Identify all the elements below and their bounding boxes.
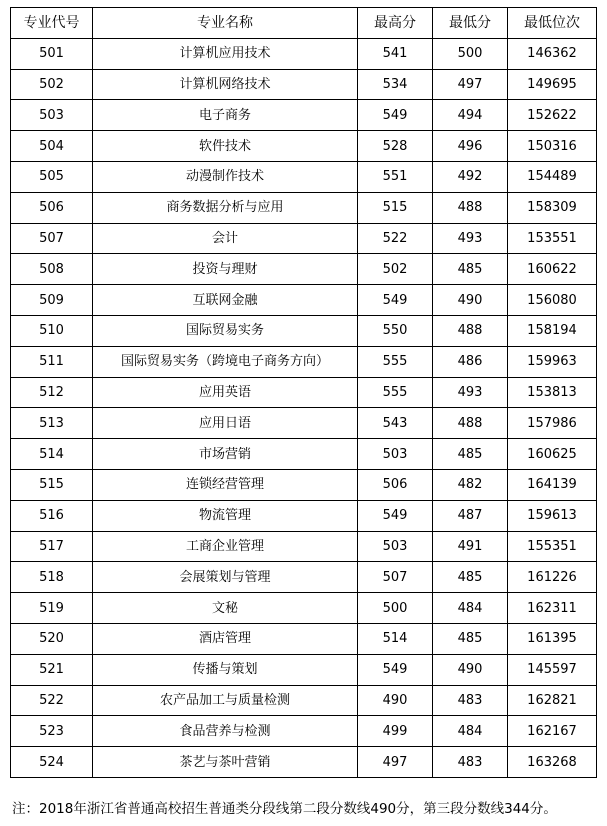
- header-max-score: 最高分: [358, 8, 433, 39]
- major-name-cell: 文秘: [93, 593, 358, 624]
- major-code-cell: 508: [11, 254, 93, 285]
- table-row: [11, 69, 597, 100]
- major-code-cell: 506: [11, 192, 93, 223]
- min-score-cell: 491: [433, 531, 508, 562]
- table-row: [11, 654, 597, 685]
- major-name-cell: 国际贸易实务（跨境电子商务方向）: [93, 346, 358, 377]
- min-score-cell: 488: [433, 192, 508, 223]
- table-row: [11, 38, 597, 69]
- table-row: [11, 192, 597, 223]
- min-rank-cell: 156080: [508, 285, 597, 316]
- max-score-cell: 515: [358, 192, 433, 223]
- major-name-cell: 国际贸易实务: [93, 315, 358, 346]
- major-name-cell: 茶艺与茶叶营销: [93, 747, 358, 778]
- table-row: [11, 161, 597, 192]
- min-score-cell: 488: [433, 408, 508, 439]
- max-score-cell: 497: [358, 747, 433, 778]
- header-min-score: 最低分: [433, 8, 508, 39]
- major-name-cell: 应用日语: [93, 408, 358, 439]
- table-row: [11, 377, 597, 408]
- major-name-cell: 会计: [93, 223, 358, 254]
- table-row: [11, 346, 597, 377]
- major-name-cell: 计算机应用技术: [93, 38, 358, 69]
- admission-scores-table-container: [10, 7, 596, 778]
- major-code-cell: 513: [11, 408, 93, 439]
- major-code-cell: 503: [11, 100, 93, 131]
- major-name-cell: 传播与策划: [93, 654, 358, 685]
- min-rank-cell: 162167: [508, 716, 597, 747]
- min-rank-cell: 158194: [508, 315, 597, 346]
- major-name-cell: 连锁经营管理: [93, 469, 358, 500]
- admission-scores-table: [10, 7, 597, 778]
- table-body: [11, 38, 597, 777]
- min-score-cell: 490: [433, 285, 508, 316]
- major-code-cell: 515: [11, 469, 93, 500]
- min-score-cell: 484: [433, 716, 508, 747]
- table-row: [11, 408, 597, 439]
- major-code-cell: 504: [11, 131, 93, 162]
- min-rank-cell: 161226: [508, 562, 597, 593]
- min-rank-cell: 159963: [508, 346, 597, 377]
- major-name-cell: 动漫制作技术: [93, 161, 358, 192]
- table-row: [11, 254, 597, 285]
- min-rank-cell: 160625: [508, 439, 597, 470]
- major-code-cell: 514: [11, 439, 93, 470]
- table-row: [11, 531, 597, 562]
- max-score-cell: 543: [358, 408, 433, 439]
- major-code-cell: 512: [11, 377, 93, 408]
- min-score-cell: 485: [433, 623, 508, 654]
- header-major-name: 专业名称: [93, 8, 358, 39]
- table-row: [11, 469, 597, 500]
- min-rank-cell: 162821: [508, 685, 597, 716]
- table-row: [11, 562, 597, 593]
- min-rank-cell: 163268: [508, 747, 597, 778]
- major-code-cell: 520: [11, 623, 93, 654]
- min-score-cell: 485: [433, 562, 508, 593]
- major-name-cell: 食品营养与检测: [93, 716, 358, 747]
- min-rank-cell: 153551: [508, 223, 597, 254]
- table-row: [11, 131, 597, 162]
- max-score-cell: 555: [358, 346, 433, 377]
- min-score-cell: 488: [433, 315, 508, 346]
- major-name-cell: 物流管理: [93, 500, 358, 531]
- max-score-cell: 528: [358, 131, 433, 162]
- major-name-cell: 市场营销: [93, 439, 358, 470]
- min-rank-cell: 149695: [508, 69, 597, 100]
- table-header-row: [11, 8, 597, 39]
- max-score-cell: 507: [358, 562, 433, 593]
- major-name-cell: 工商企业管理: [93, 531, 358, 562]
- table-row: [11, 100, 597, 131]
- major-code-cell: 518: [11, 562, 93, 593]
- table-row: [11, 439, 597, 470]
- major-code-cell: 509: [11, 285, 93, 316]
- min-rank-cell: 152622: [508, 100, 597, 131]
- min-score-cell: 485: [433, 439, 508, 470]
- table-row: [11, 685, 597, 716]
- max-score-cell: 534: [358, 69, 433, 100]
- major-code-cell: 522: [11, 685, 93, 716]
- major-name-cell: 互联网金融: [93, 285, 358, 316]
- max-score-cell: 500: [358, 593, 433, 624]
- min-score-cell: 490: [433, 654, 508, 685]
- max-score-cell: 502: [358, 254, 433, 285]
- min-rank-cell: 154489: [508, 161, 597, 192]
- min-rank-cell: 146362: [508, 38, 597, 69]
- table-row: [11, 623, 597, 654]
- major-name-cell: 软件技术: [93, 131, 358, 162]
- max-score-cell: 506: [358, 469, 433, 500]
- max-score-cell: 551: [358, 161, 433, 192]
- max-score-cell: 503: [358, 439, 433, 470]
- max-score-cell: 490: [358, 685, 433, 716]
- min-rank-cell: 158309: [508, 192, 597, 223]
- min-rank-cell: 155351: [508, 531, 597, 562]
- min-rank-cell: 145597: [508, 654, 597, 685]
- min-score-cell: 486: [433, 346, 508, 377]
- major-code-cell: 519: [11, 593, 93, 624]
- max-score-cell: 541: [358, 38, 433, 69]
- header-min-rank: 最低位次: [508, 8, 597, 39]
- table-row: [11, 500, 597, 531]
- min-score-cell: 497: [433, 69, 508, 100]
- min-score-cell: 496: [433, 131, 508, 162]
- min-rank-cell: 153813: [508, 377, 597, 408]
- table-row: [11, 747, 597, 778]
- min-rank-cell: 161395: [508, 623, 597, 654]
- max-score-cell: 555: [358, 377, 433, 408]
- major-name-cell: 投资与理财: [93, 254, 358, 285]
- min-score-cell: 494: [433, 100, 508, 131]
- min-score-cell: 483: [433, 685, 508, 716]
- major-code-cell: 516: [11, 500, 93, 531]
- major-name-cell: 会展策划与管理: [93, 562, 358, 593]
- min-rank-cell: 164139: [508, 469, 597, 500]
- major-code-cell: 507: [11, 223, 93, 254]
- major-name-cell: 计算机网络技术: [93, 69, 358, 100]
- min-score-cell: 500: [433, 38, 508, 69]
- header-major-code: 专业代号: [11, 8, 93, 39]
- min-score-cell: 483: [433, 747, 508, 778]
- major-name-cell: 酒店管理: [93, 623, 358, 654]
- min-score-cell: 484: [433, 593, 508, 624]
- max-score-cell: 522: [358, 223, 433, 254]
- min-rank-cell: 160622: [508, 254, 597, 285]
- min-rank-cell: 157986: [508, 408, 597, 439]
- min-rank-cell: 150316: [508, 131, 597, 162]
- max-score-cell: 549: [358, 285, 433, 316]
- major-code-cell: 502: [11, 69, 93, 100]
- major-code-cell: 517: [11, 531, 93, 562]
- min-rank-cell: 162311: [508, 593, 597, 624]
- footnote: 注：2018年浙江省普通高校招生普通类分段线第二段分数线490分，第三段分数线344分。: [12, 801, 557, 817]
- max-score-cell: 499: [358, 716, 433, 747]
- major-code-cell: 511: [11, 346, 93, 377]
- major-name-cell: 应用英语: [93, 377, 358, 408]
- max-score-cell: 514: [358, 623, 433, 654]
- major-code-cell: 521: [11, 654, 93, 685]
- min-score-cell: 492: [433, 161, 508, 192]
- table-row: [11, 315, 597, 346]
- min-score-cell: 485: [433, 254, 508, 285]
- max-score-cell: 503: [358, 531, 433, 562]
- min-rank-cell: 159613: [508, 500, 597, 531]
- max-score-cell: 549: [358, 654, 433, 685]
- major-code-cell: 510: [11, 315, 93, 346]
- max-score-cell: 549: [358, 500, 433, 531]
- major-code-cell: 523: [11, 716, 93, 747]
- table-row: [11, 716, 597, 747]
- major-name-cell: 电子商务: [93, 100, 358, 131]
- major-name-cell: 商务数据分析与应用: [93, 192, 358, 223]
- max-score-cell: 550: [358, 315, 433, 346]
- major-name-cell: 农产品加工与质量检测: [93, 685, 358, 716]
- min-score-cell: 493: [433, 223, 508, 254]
- table-row: [11, 593, 597, 624]
- min-score-cell: 487: [433, 500, 508, 531]
- major-code-cell: 524: [11, 747, 93, 778]
- min-score-cell: 493: [433, 377, 508, 408]
- major-code-cell: 501: [11, 38, 93, 69]
- min-score-cell: 482: [433, 469, 508, 500]
- major-code-cell: 505: [11, 161, 93, 192]
- table-row: [11, 285, 597, 316]
- max-score-cell: 549: [358, 100, 433, 131]
- table-row: [11, 223, 597, 254]
